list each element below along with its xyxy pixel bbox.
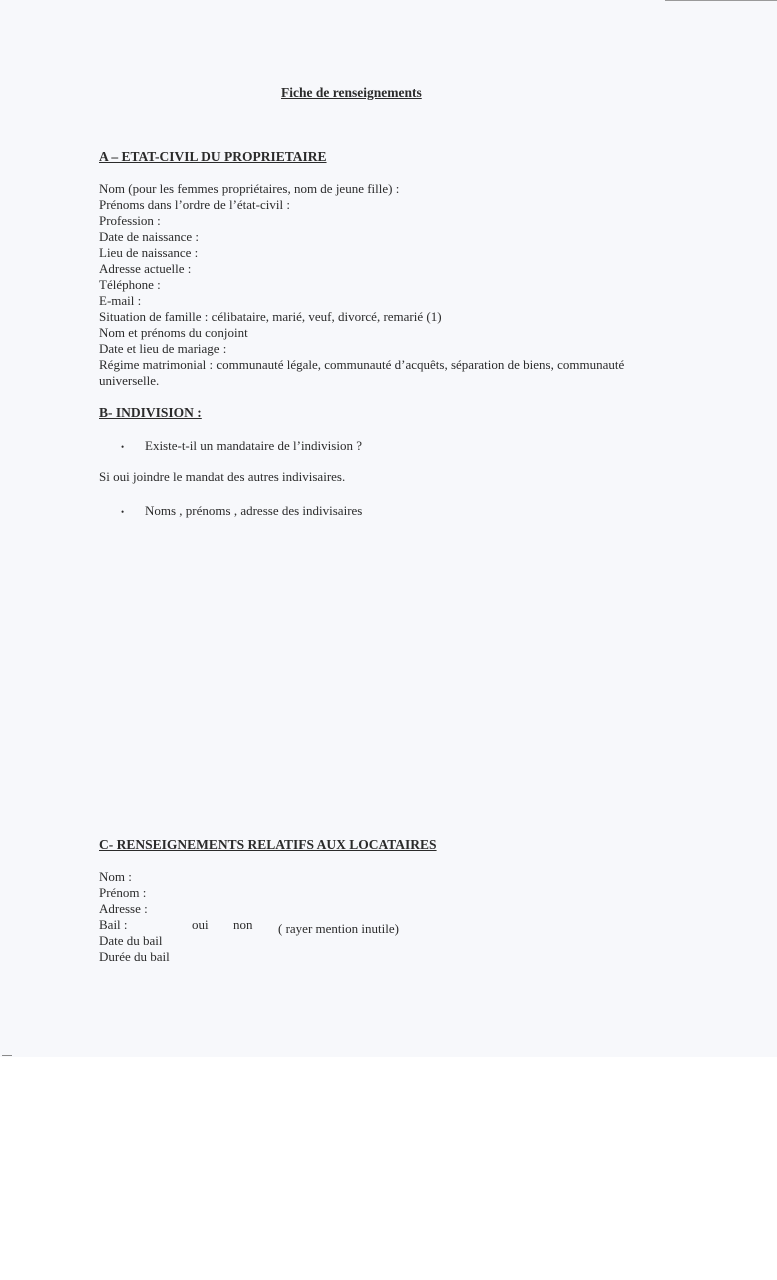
scan-edge-mark bbox=[2, 1055, 12, 1056]
locataire-prenom: Prénom : bbox=[99, 885, 147, 900]
bail-option-non: non bbox=[233, 917, 253, 932]
field-profession: Profession : bbox=[99, 213, 161, 228]
bullet-icon: • bbox=[121, 442, 125, 453]
field-mariage: Date et lieu de mariage : bbox=[99, 341, 227, 356]
field-prenoms: Prénoms dans l’ordre de l’état-civil : bbox=[99, 197, 290, 212]
bullet-mandataire-text: Existe-t-il un mandataire de l’indivision ? bbox=[145, 438, 362, 453]
bail-hint: ( rayer mention inutile) bbox=[278, 921, 399, 936]
locataire-nom: Nom : bbox=[99, 869, 132, 884]
locataire-bail: Bail : bbox=[99, 917, 128, 932]
field-situation-famille: Situation de famille : célibataire, marié, veuf, divorcé, remarié (1) bbox=[99, 309, 442, 324]
field-conjoint: Nom et prénoms du conjoint bbox=[99, 325, 248, 340]
document-title: Fiche de renseignements bbox=[281, 85, 422, 100]
bullet-icon: • bbox=[121, 507, 125, 518]
field-adresse: Adresse actuelle : bbox=[99, 261, 192, 276]
bullet-indivisaires-text: Noms , prénoms , adresse des indivisaires bbox=[145, 503, 363, 518]
field-date-naissance: Date de naissance : bbox=[99, 229, 199, 244]
field-telephone: Téléphone : bbox=[99, 277, 161, 292]
field-lieu-naissance: Lieu de naissance : bbox=[99, 245, 199, 260]
section-c-heading: C- RENSEIGNEMENTS RELATIFS AUX LOCATAIRES bbox=[99, 837, 437, 852]
scan-edge-line bbox=[665, 0, 777, 1]
section-a-heading: A – ETAT-CIVIL DU PROPRIETAIRE bbox=[99, 149, 327, 164]
note-mandat: Si oui joindre le mandat des autres indivisaires. bbox=[99, 469, 346, 484]
field-regime-matrimonial: Régime matrimonial : communauté légale, communauté d’acquêts, séparation de biens, communauté universelle. bbox=[99, 357, 625, 388]
field-email: E-mail : bbox=[99, 293, 142, 308]
field-nom: Nom (pour les femmes propriétaires, nom de jeune fille) : bbox=[99, 181, 400, 196]
bail-option-oui: oui bbox=[192, 917, 209, 932]
locataire-date-bail: Date du bail bbox=[99, 933, 163, 948]
locataire-adresse: Adresse : bbox=[99, 901, 148, 916]
section-b-heading: B- INDIVISION : bbox=[99, 405, 202, 420]
locataire-duree-bail: Durée du bail bbox=[99, 949, 170, 964]
bullet-mandataire bbox=[121, 438, 362, 454]
bullet-indivisaires bbox=[121, 503, 362, 519]
